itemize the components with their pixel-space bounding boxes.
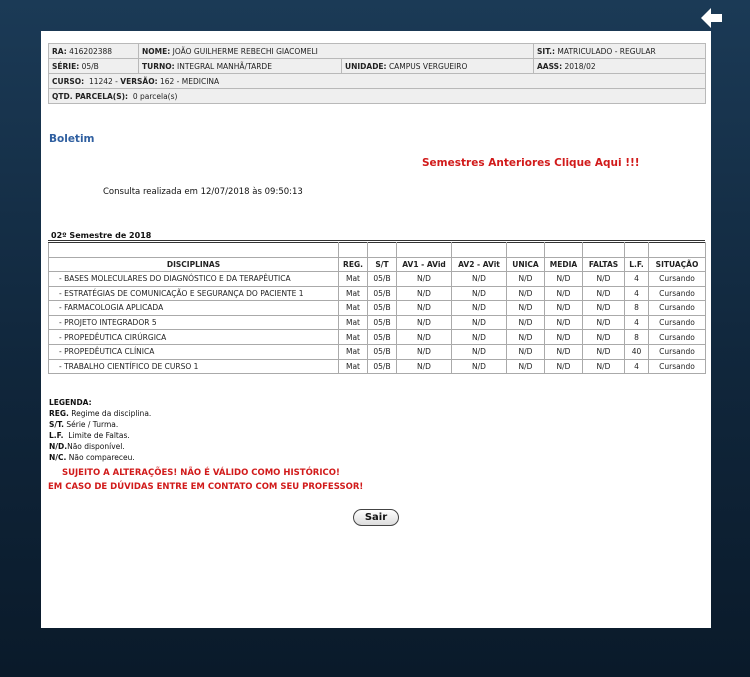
serie-value: 05/B: [81, 61, 99, 71]
grade-cell: N/D: [583, 315, 625, 330]
unidade-value: CAMPUS VERGUEIRO: [388, 61, 468, 71]
legenda-item: Não disponível.: [67, 442, 125, 451]
grade-cell: N/D: [452, 315, 507, 330]
grade-cell: Cursando: [649, 272, 706, 287]
boletim-title: Boletim: [49, 133, 95, 145]
nome-value: JOÃO GUILHERME REBECHI GIACOMELI: [172, 46, 318, 56]
blank-header-row: [49, 243, 706, 258]
grade-cell: Cursando: [649, 315, 706, 330]
warning-text: EM CASO DE DÚVIDAS ENTRE EM CONTATO COM SEU PROFESSOR!: [48, 482, 364, 492]
col-header: AV1 - AVid: [397, 258, 452, 272]
discipline-cell: - PROPEDÊUTICA CLÍNICA: [49, 344, 339, 359]
grade-cell: 05/B: [368, 344, 397, 359]
grade-cell: N/D: [507, 315, 545, 330]
grade-cell: N/D: [583, 359, 625, 374]
grade-cell: N/D: [507, 301, 545, 316]
curso-value: 11242: [88, 76, 113, 86]
grade-cell: Mat: [339, 315, 368, 330]
grade-cell: N/D: [397, 301, 452, 316]
table-row: [49, 344, 706, 359]
legenda-item: Não compareceu.: [68, 453, 135, 462]
aass-value: 2018/02: [564, 61, 596, 71]
grade-cell: Mat: [339, 359, 368, 374]
grade-cell: 4: [625, 272, 649, 287]
ra-cell: RA: 416202388: [49, 44, 139, 59]
grade-cell: N/D: [397, 344, 452, 359]
grade-cell: 05/B: [368, 315, 397, 330]
grade-cell: 8: [625, 330, 649, 345]
grade-cell: N/D: [583, 286, 625, 301]
table-row: [49, 330, 706, 345]
header-row: [49, 258, 706, 272]
legenda-item: Limite de Faltas.: [68, 431, 130, 440]
student-info-table: [48, 43, 706, 104]
discipline-cell: - TRABALHO CIENTÍFICO DE CURSO 1: [49, 359, 339, 374]
ra-value: 416202388: [69, 46, 113, 56]
grade-cell: Mat: [339, 344, 368, 359]
table-row: [49, 301, 706, 316]
parcelas-cell: QTD. PARCELA(S): 0 parcela(s): [49, 89, 706, 104]
grade-cell: Cursando: [649, 286, 706, 301]
grade-cell: Mat: [339, 286, 368, 301]
curso-cell: CURSO: 11242 - VERSÃO: 162 - MEDICINA: [49, 74, 706, 89]
grade-cell: 05/B: [368, 286, 397, 301]
grade-cell: N/D: [583, 330, 625, 345]
grade-cell: N/D: [452, 301, 507, 316]
grade-cell: N/D: [545, 301, 583, 316]
grade-cell: N/D: [583, 344, 625, 359]
grade-cell: N/D: [545, 344, 583, 359]
legenda-item: Série / Turma.: [66, 420, 119, 429]
grade-cell: N/D: [452, 286, 507, 301]
grade-cell: N/D: [507, 286, 545, 301]
col-header: DISCIPLINAS: [49, 258, 339, 272]
legenda-item: Regime da disciplina.: [71, 409, 152, 418]
grade-cell: Cursando: [649, 301, 706, 316]
grade-cell: Mat: [339, 330, 368, 345]
grade-cell: N/D: [397, 315, 452, 330]
turno-value: INTEGRAL MANHÃ/TARDE: [177, 61, 272, 71]
grade-cell: N/D: [545, 315, 583, 330]
grade-cell: Mat: [339, 301, 368, 316]
semestres-anteriores-link[interactable]: Semestres Anteriores Clique Aqui !!!: [422, 157, 640, 169]
grade-cell: N/D: [545, 330, 583, 345]
grade-cell: 05/B: [368, 330, 397, 345]
grade-cell: 4: [625, 286, 649, 301]
col-header: AV2 - AVit: [452, 258, 507, 272]
back-arrow-icon: [699, 5, 725, 31]
grade-cell: Cursando: [649, 359, 706, 374]
grade-cell: N/D: [583, 272, 625, 287]
legenda: LEGENDA: REG. Regime da disciplina. S/T. Série / Turma. L.F. Limite de Faltas. N/D.Não disponível. N/C. Não compareceu.: [49, 398, 152, 462]
col-header: L.F.: [625, 258, 649, 272]
semester-title: 02º Semestre de 2018: [51, 231, 152, 240]
grade-cell: N/D: [452, 344, 507, 359]
sit-cell: SIT.: MATRICULADO - REGULAR: [534, 44, 706, 59]
back-button[interactable]: [699, 5, 725, 31]
grades-body: [49, 243, 706, 374]
grade-cell: Cursando: [649, 330, 706, 345]
col-header: MEDIA: [545, 258, 583, 272]
grade-cell: Cursando: [649, 344, 706, 359]
grade-cell: N/D: [507, 359, 545, 374]
table-row: [49, 272, 706, 287]
table-row: [49, 286, 706, 301]
grade-cell: 4: [625, 359, 649, 374]
grade-cell: N/D: [507, 272, 545, 287]
semester-divider: [48, 240, 705, 241]
grades-table: [48, 242, 706, 374]
warning-text: SUJEITO A ALTERAÇÕES! NÃO É VÁLIDO COMO HISTÓRICO!: [62, 468, 340, 478]
grade-cell: N/D: [397, 272, 452, 287]
grade-cell: N/D: [452, 330, 507, 345]
col-header: SITUAÇÃO: [649, 258, 706, 272]
col-header: FALTAS: [583, 258, 625, 272]
table-row: [49, 315, 706, 330]
grade-cell: 40: [625, 344, 649, 359]
legenda-title: LEGENDA:: [49, 398, 92, 407]
grade-cell: 05/B: [368, 301, 397, 316]
parcelas-value: 0 parcela(s): [132, 91, 178, 101]
col-header: UNICA: [507, 258, 545, 272]
discipline-cell: - FARMACOLOGIA APLICADA: [49, 301, 339, 316]
discipline-cell: - PROPEDÊUTICA CIRÚRGICA: [49, 330, 339, 345]
grade-cell: N/D: [545, 272, 583, 287]
grade-cell: N/D: [507, 344, 545, 359]
versao-value: 162 - MEDICINA: [159, 76, 220, 86]
grade-cell: N/D: [452, 272, 507, 287]
discipline-cell: - ESTRATÉGIAS DE COMUNICAÇÃO E SEGURANÇA DO PACIENTE 1: [49, 286, 339, 301]
discipline-cell: - BASES MOLECULARES DO DIAGNÓSTICO E DA TERAPÊUTICA: [49, 272, 339, 287]
serie-cell: SÉRIE: 05/B: [49, 59, 139, 74]
sit-value: MATRICULADO - REGULAR: [557, 46, 656, 56]
sair-button[interactable]: Sair: [353, 509, 399, 526]
grade-cell: N/D: [507, 330, 545, 345]
main-panel: [41, 31, 711, 628]
grade-cell: N/D: [545, 286, 583, 301]
table-row: [49, 359, 706, 374]
col-header: REG.: [339, 258, 368, 272]
grade-cell: 05/B: [368, 359, 397, 374]
grade-cell: N/D: [397, 330, 452, 345]
grade-cell: N/D: [452, 359, 507, 374]
grade-cell: 4: [625, 315, 649, 330]
grade-cell: 05/B: [368, 272, 397, 287]
nome-cell: NOME: JOÃO GUILHERME REBECHI GIACOMELI: [139, 44, 534, 59]
col-header: S/T: [368, 258, 397, 272]
turno-cell: TURNO: INTEGRAL MANHÃ/TARDE: [139, 59, 342, 74]
grade-cell: N/D: [583, 301, 625, 316]
discipline-cell: - PROJETO INTEGRADOR 5: [49, 315, 339, 330]
grade-cell: 8: [625, 301, 649, 316]
grade-cell: N/D: [545, 359, 583, 374]
grade-cell: N/D: [397, 359, 452, 374]
unidade-cell: UNIDADE: CAMPUS VERGUEIRO: [342, 59, 534, 74]
grade-cell: Mat: [339, 272, 368, 287]
aass-cell: AASS: 2018/02: [534, 59, 706, 74]
consulta-timestamp: Consulta realizada em 12/07/2018 às 09:50:13: [103, 187, 303, 197]
grade-cell: N/D: [397, 286, 452, 301]
